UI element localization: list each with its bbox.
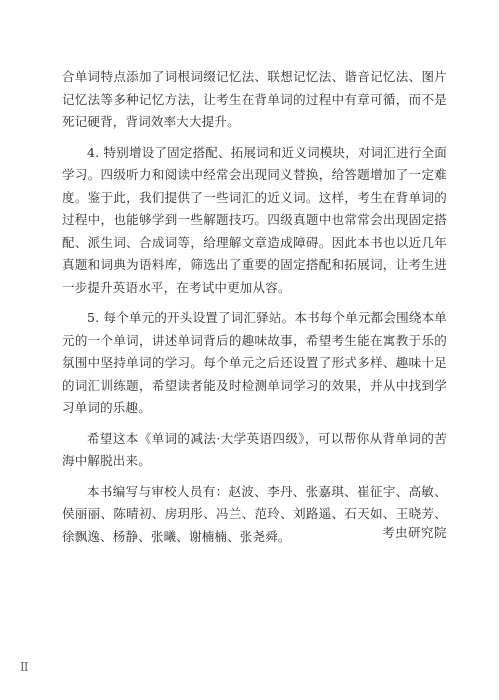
paragraph-contributors: 本书编写与审校人员有：赵波、李丹、张嘉琪、崔征宇、高敏、侯丽丽、陈晴初、房玥彤、冯兰、范玲、刘路遥、石天如、王晓芳、徐飘逸、杨静、张曦、谢楠楠、张尧舜。: [62, 483, 447, 544]
paragraph-continuation: 合单词特点添加了词根词缀记忆法、联想记忆法、谐音记忆法、图片记忆法等多种记忆方法，让考生在背单词的过程中有章可循，而不是死记硬背，背词效率大大提升。: [62, 69, 447, 129]
body-text: [62, 66, 447, 556]
paragraph-item-4: 4. 特别增设了固定搭配、拓展词和近义词模块，对词汇进行全面学习。四级听力和阅读中经常会出现同义替换，给答题增加了一定难度。鉴于此，我们提供了一些词汇的近义词。这样，考生在背单词的过程中，也能够学到一些解题技巧。四级真题中也常常会出现固定搭配、派生词、合成词等，给理解文章造成障碍。因此本书也以近几年真题和词典为语料库，筛选出了重要的固定搭配和拓展词，让考生进一步提升英语水平，在考试中更加从容。: [62, 144, 447, 295]
paragraph-item-5: 5. 每个单元的开头设置了词汇驿站。本书每个单元都会围绕本单元的一个单词，讲述单词背后的趣味故事，希望考生能在寓教于乐的氛围中坚持单词的学习。每个单元之后还设置了形式多样、趣味十足的词汇训练题，希望读者能及时检测单词学习的效果，并从中找到学习单词的乐趣。: [62, 310, 447, 415]
page-number: II: [20, 660, 28, 674]
signature: 考虫研究院: [381, 525, 447, 540]
paragraph-wish: 希望这本《单词的减法·大学英语四级》，可以帮你从背单词的苦海中解脱出来。: [62, 430, 447, 468]
